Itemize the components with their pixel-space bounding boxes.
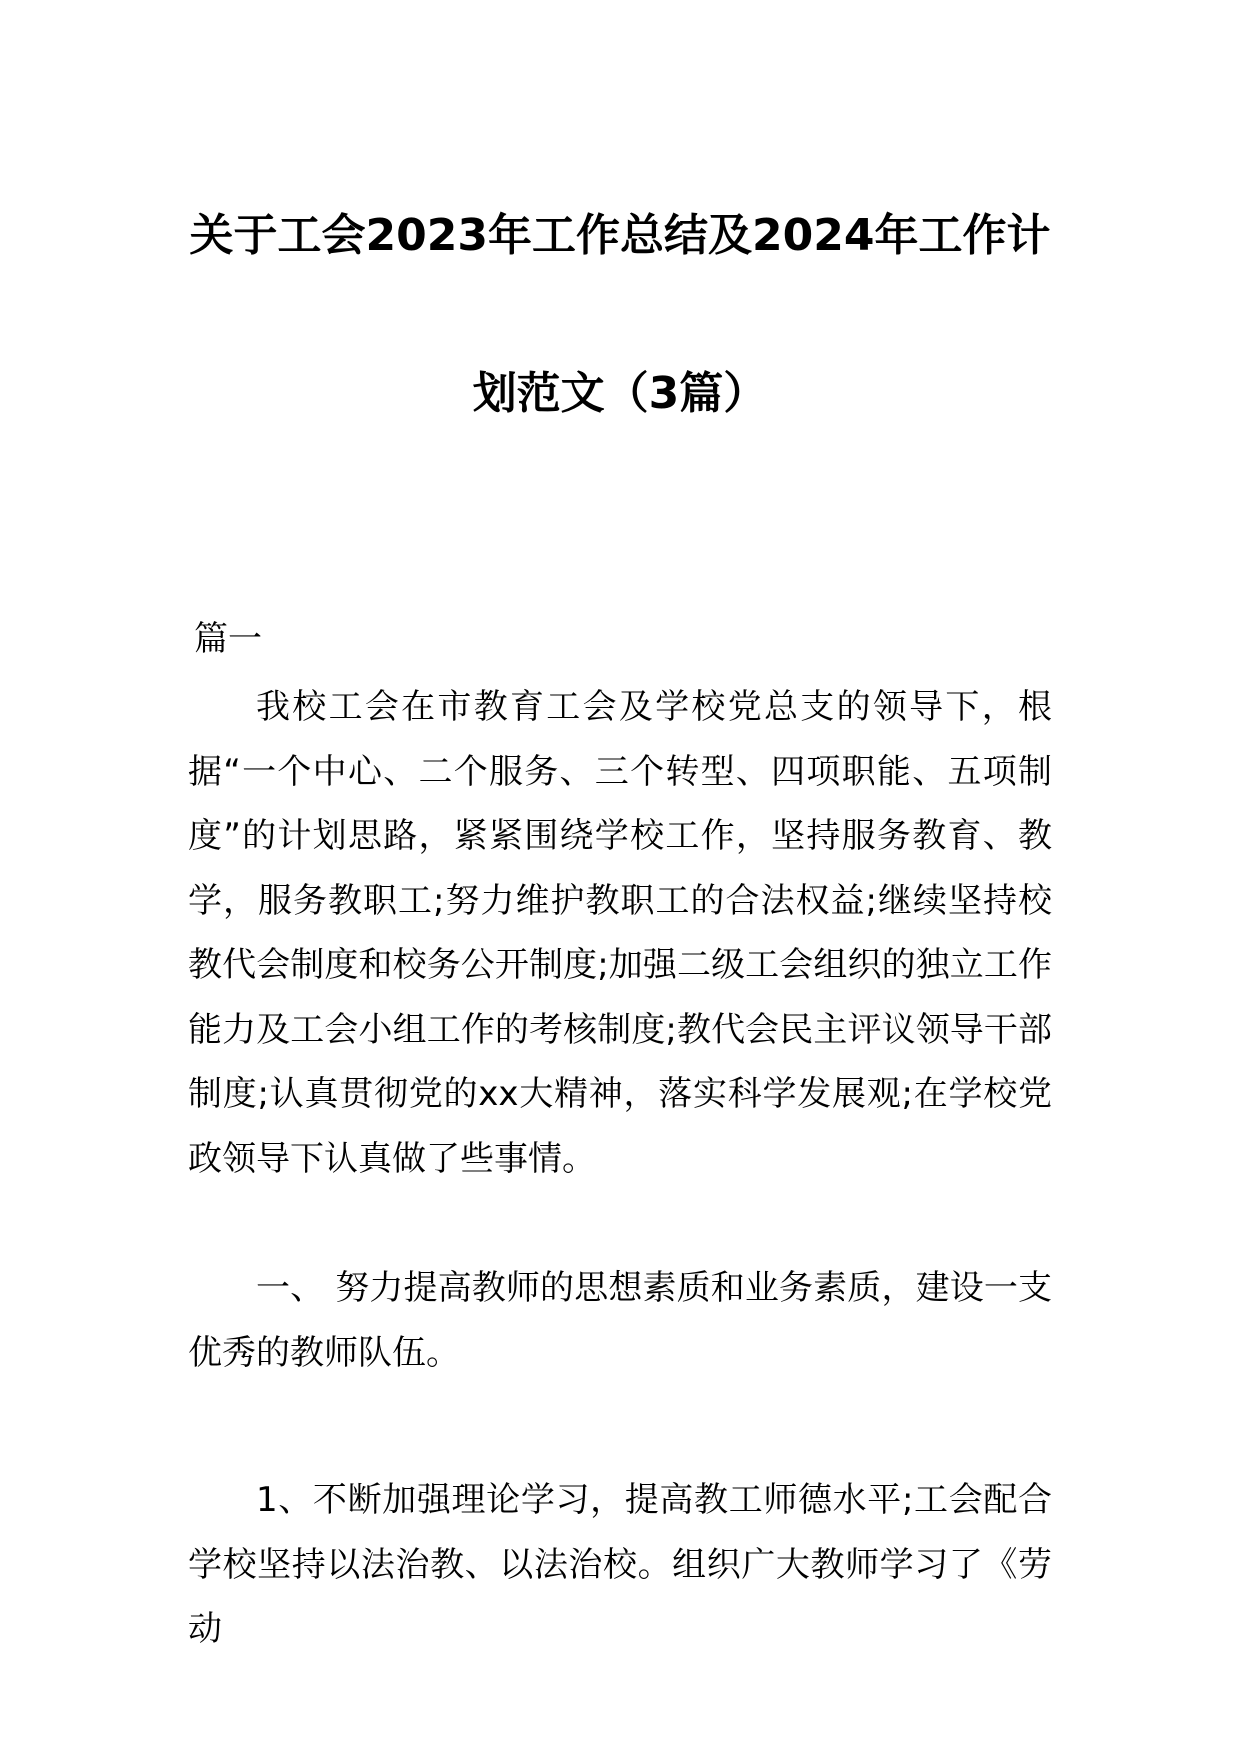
paragraph-heading-1: 一、 努力提高教师的思想素质和业务素质，建设一支优秀的教师队伍。 [188, 1268, 1052, 1373]
section-label: 篇一 [194, 619, 262, 659]
document-title-line-1: 关于工会2023年工作总结及2024年工作计 [189, 210, 1051, 261]
paragraph-intro: 我校工会在市教育工会及学校党总支的领导下，根据“一个中心、二个服务、三个转型、四项职能、五项制度”的计划思路，紧紧围绕学校工作，坚持服务教育、教学，服务教职工;努力维护教职工的合法权益;继续坚持校教代会制度和校务公开制度;加强二级工会组织的独立工作能力及工会小组工作的考核制度;教代会民主评议领导干部制度;认真贯彻党的xx大精神，落实科学发展观;在学校党政领导下认真做了些事情。 [188, 687, 1052, 1179]
document-title-line-2: 划范文（3篇） [472, 368, 768, 419]
paragraph-item-1: 1、不断加强理论学习，提高教工师德水平;工会配合学校坚持以法治教、以法治校。组织广大教师学习了《劳动 [188, 1480, 1052, 1649]
